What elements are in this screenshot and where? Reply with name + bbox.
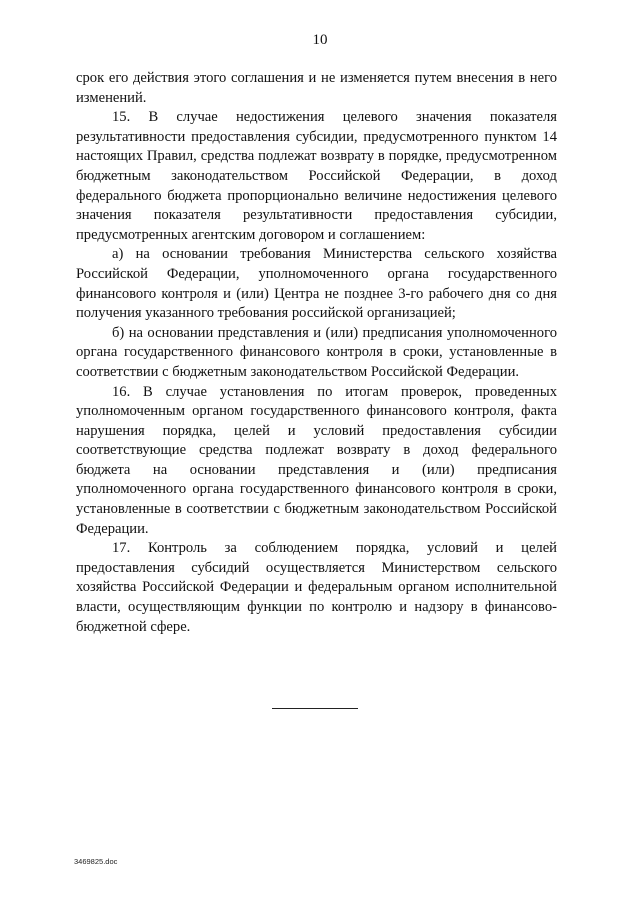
end-separator-line (272, 708, 358, 709)
paragraph-subitem-a: а) на основании требования Министерства сельского хозяйства Российской Федерации, уполномоченного органа государственного финансового контроля и (или) Центра не позднее 3-го рабочего дня со дня получения указанного требования российской организацией; (76, 246, 557, 322)
page-number: 10 (312, 32, 328, 48)
document-file-id: 3469825.doc (74, 857, 118, 866)
paragraph-item-16: 16. В случае установления по итогам проверок, проведенных уполномоченным органом государственного финансового контроля, факта нарушения порядка, целей и условий предоставления субсидии соответствующие средства подлежат возврату в доход федерального бюджета на основании представления и (или) предписания уполномоченного органа государственного финансового контроля в сроки, установленные в соответствии с бюджетным законодательством Российской Федерации. (76, 383, 557, 537)
paragraph-subitem-b: б) на основании представления и (или) предписания уполномоченного органа государственного финансового контроля в сроки, установленные в соответствии с бюджетным законодательством Российской Федерации. (76, 324, 557, 380)
paragraph-item-17: 17. Контроль за соблюдением порядка, условий и целей предоставления субсидий осуществляется Министерством сельского хозяйства Российской Федерации и федеральным органом исполнительной власти, осуществляющим функции по контролю и надзору в финансово-бюджетной сфере. (76, 540, 557, 635)
paragraph-item-15: 15. В случае недостижения целевого значения показателя результативности предоставления субсидии, предусмотренного пунктом 14 настоящих Правил, средства подлежат возврату в порядке, предусмотренном бюджетным законодательством Российской Федерации, в доход федерального бюджета пропорционально величине недостижения целевого значения показателя результативности предоставления субсидии, предусмотренных агентским договором и соглашением: (76, 109, 557, 243)
paragraph-continuation: срок его действия этого соглашения и не изменяется путем внесения в него изменений. (76, 70, 557, 106)
document-body (76, 69, 557, 637)
